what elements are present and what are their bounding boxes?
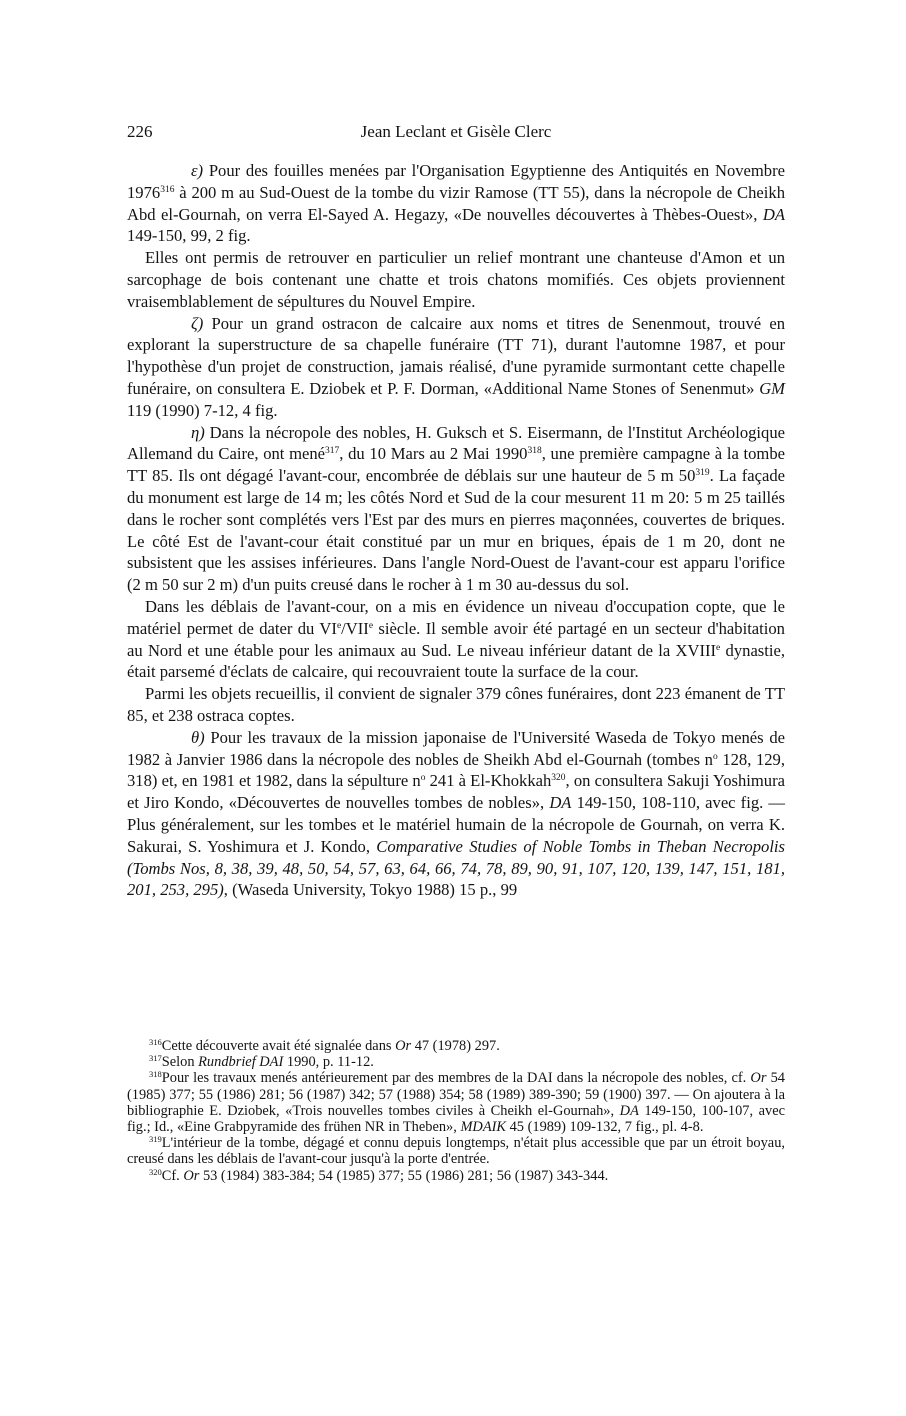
paragraph-text: Pour les travaux de la mission japonaise de l'Université Waseda de Tokyo menés de 1982 à Janvier 1986 dans la nécropole des nobles de Sheikh Abd el-Gournah (tombes n — [127, 727, 785, 769]
footnote-number: 318 — [149, 1069, 162, 1080]
superscript: o — [420, 773, 426, 784]
paragraph-text: à 200 m au Sud-Ouest de la tombe du vizir Ramose (TT 55), dans la nécropole de Cheikh Abd el-Gournah, on verra El-Sayed A. Hegazy, «De nouvelles découvertes à Thèbes-Ouest», — [127, 182, 785, 224]
paragraph-text: 119 (1990) 7-12, 4 fig. — [127, 400, 278, 420]
paragraph-text: . La façade du monument est large de 14 m; les côtés Nord et Sud de la cour mesurent 11 m 20: 5 m 25 taillés dans le rocher sont complétés vers l'Est par des murs en pierres maçonnées, couvertes de briques. Le côté Est de l'avant-cour était constitué par un mur en briques, épais de 1 m 20, dont ne subsistent que les assises inférieures. Dans l'angle Nord-Ouest de l'avant-cour est apparu l'orifice (2 m 50 sur 2 m) d'un puits creusé dans le rocher à 1 m 30 au-dessus du sol. — [127, 466, 785, 595]
superscript: e — [716, 642, 721, 653]
footnote-text: 47 (1978) 297. — [411, 1038, 500, 1054]
section-marker: θ) — [191, 727, 205, 747]
paragraph-text: 241 à El-Khokkah — [425, 771, 552, 791]
footnote-text: 53 (1984) 383-384; 54 (1985) 377; 55 (1986) 281; 56 (1987) 343-344. — [199, 1167, 609, 1184]
paragraph-text: Dans les déblais de l'avant-cour, on a mis en évidence un niveau d'occupation copte, que le matériel permet de dater du VI — [127, 596, 785, 638]
footnote-text: 54 (1985) 377; 55 (1986) 281; 56 (1987) 342; 57 (1988) 354; 58 (1989) 389-390; 59 (1900) 397. — On ajoutera à la bibliographie E. Dziobek, «Trois nouvelles tombes civiles à Cheikh el-Gournah», — [127, 1070, 785, 1119]
footnote-320 — [127, 1168, 785, 1184]
footnote-ref-319[interactable]: 319 — [695, 468, 710, 479]
paragraph-text: Pour un grand ostracon de calcaire aux noms et titres de Senenmout, trouvé en explorant la superstructure de sa chapelle funéraire (TT 71), durant l'automne 1987, et pour l'hypothèse d'un projet de construction, jamais réalisé, d'une pyramide surmontant cette chapelle funéraire, on consultera E. Dziobek et P. F. Dorman, «Additional Name Stones of Senenmut» — [127, 313, 785, 398]
section-zeta — [127, 313, 785, 422]
footnote-number: 316 — [149, 1037, 162, 1047]
paragraph-text: Pour des fouilles menées par l'Organisation Egyptienne des Antiquités en Novembre 1976 — [127, 161, 785, 202]
footnote-text: 45 (1989) 109-132, 7 fig., pl. 4-8. — [506, 1119, 704, 1136]
paragraph-text: , on consultera Sakuji Yoshimura et Jiro Kondo, «Découvertes de nouvelles tombes de nobles», — [127, 771, 785, 813]
footnote-text: 149-150, 100-107, avec fig.; Id., «Eine Grabpyramide des frühen NR in Theben», — [127, 1102, 786, 1136]
journal-abbrev: DA — [619, 1102, 639, 1119]
footnote-number: 319 — [149, 1134, 162, 1145]
superscript: o — [712, 751, 718, 762]
section-epsilon — [127, 160, 785, 247]
paragraph: Parmi les objets recueillis, il convient de signaler 379 cônes funéraires, dont 223 émanent de TT 85, et 238 ostraca coptes. — [127, 684, 785, 725]
journal-abbrev: MDAIK — [460, 1119, 506, 1136]
footnote-number: 317 — [149, 1053, 162, 1064]
section-theta — [127, 727, 785, 901]
paragraph-text: /VII — [341, 618, 369, 638]
journal-abbrev: DA — [549, 793, 572, 813]
footnote-ref-318[interactable]: 318 — [527, 446, 542, 457]
footnote-317 — [127, 1054, 785, 1070]
paragraph-text: dynastie, était parsemé d'éclats de calcaire, qui recouvraient toute la surface de la cour. — [127, 640, 785, 682]
section-marker: η) — [191, 422, 205, 442]
footnote-text: Selon — [161, 1054, 199, 1071]
paragraph-text: siècle. Il semble avoir été partagé en un secteur d'habitation au Nord et une étable pour les animaux au Sud. Le niveau inférieur datant de la XVIII — [127, 618, 785, 660]
page-number: 226 — [127, 122, 153, 141]
footnote-ref-316[interactable]: 316 — [160, 184, 175, 195]
footnotes — [127, 1038, 785, 1184]
paragraph — [127, 596, 785, 683]
section-marker: ζ) — [191, 313, 204, 333]
journal-abbrev: GM — [759, 378, 785, 398]
paragraph-text: , (Waseda University, Tokyo 1988) 15 p., 99 — [223, 880, 518, 900]
journal-abbrev: Or — [395, 1038, 412, 1054]
footnote-text: L'intérieur de la tombe, dégagé et connu depuis longtemps, n'était plus accessible que par un étroit boyau, creusé dans les déblais de l'avant-cour jusqu'à la porte d'entrée. — [127, 1135, 785, 1168]
footnote-text: 1990, p. 11-12. — [283, 1054, 374, 1071]
page-header — [127, 122, 785, 144]
paragraph-text: 149-150, 108-110, avec fig. — Plus généralement, sur les tombes et le matériel humain de la nécropole de Gournah, on verra K. Sakurai, S. Yoshimura et J. Kondo, — [127, 793, 786, 856]
superscript: e — [336, 620, 342, 631]
footnote-text: Pour les travaux menés antérieurement par des membres de la DAI dans la nécropole des nobles, cf. — [161, 1070, 751, 1087]
footnote-ref-317[interactable]: 317 — [325, 446, 340, 457]
paragraph-text: Dans la nécropole des nobles, H. Guksch et S. Eisermann, de l'Institut Archéologique Allemand du Caire, ont mené — [127, 422, 785, 464]
footnote-number: 320 — [149, 1166, 162, 1177]
journal-abbrev: Rundbrief DAI — [198, 1054, 284, 1071]
footnote-ref-320[interactable]: 320 — [551, 773, 566, 784]
section-eta — [127, 422, 785, 596]
superscript: e — [368, 620, 374, 631]
footnote-319 — [127, 1135, 785, 1167]
footnote-316 — [127, 1038, 785, 1054]
journal-abbrev: Or — [750, 1070, 767, 1087]
journal-abbrev: DA — [762, 204, 785, 224]
running-title: Jean Leclant et Gisèle Clerc — [360, 122, 552, 141]
footnote-text: Cette découverte avait été signalée dans — [161, 1038, 396, 1054]
paragraph-text: 128, 129, 318) et, en 1981 et 1982, dans la sépulture n — [127, 749, 786, 791]
paragraph-text: , du 10 Mars au 2 Mai 1990 — [339, 444, 528, 464]
footnote-text: Cf. — [161, 1167, 184, 1184]
footnote-318 — [127, 1070, 785, 1135]
main-text — [127, 160, 785, 901]
paragraph: Elles ont permis de retrouver en particulier un relief montrant une chanteuse d'Amon et un sarcophage de bois contenant une chatte et trois chatons momifiés. Ces objets proviennent vraisemblablement de sépultures du Nouvel Empire. — [127, 248, 785, 311]
paragraph-text: , une première campagne à la tombe TT 85. Ils ont dégagé l'avant-cour, encombrée de déblais sur une hauteur de 5 m 50 — [127, 444, 786, 486]
journal-abbrev: Or — [183, 1167, 200, 1184]
book-title: Comparative Studies of Noble Tombs in Theban Necropolis (Tombs Nos, 8, 38, 39, 48, 50, 54, 57, 63, 64, 66, 74, 78, 89, 90, 91, 107, 120, 139, 147, 151, 181, 201, 253, 295) — [127, 836, 785, 900]
section-marker: ε) — [191, 161, 204, 180]
paragraph-text: 149-150, 99, 2 fig. — [127, 226, 251, 246]
